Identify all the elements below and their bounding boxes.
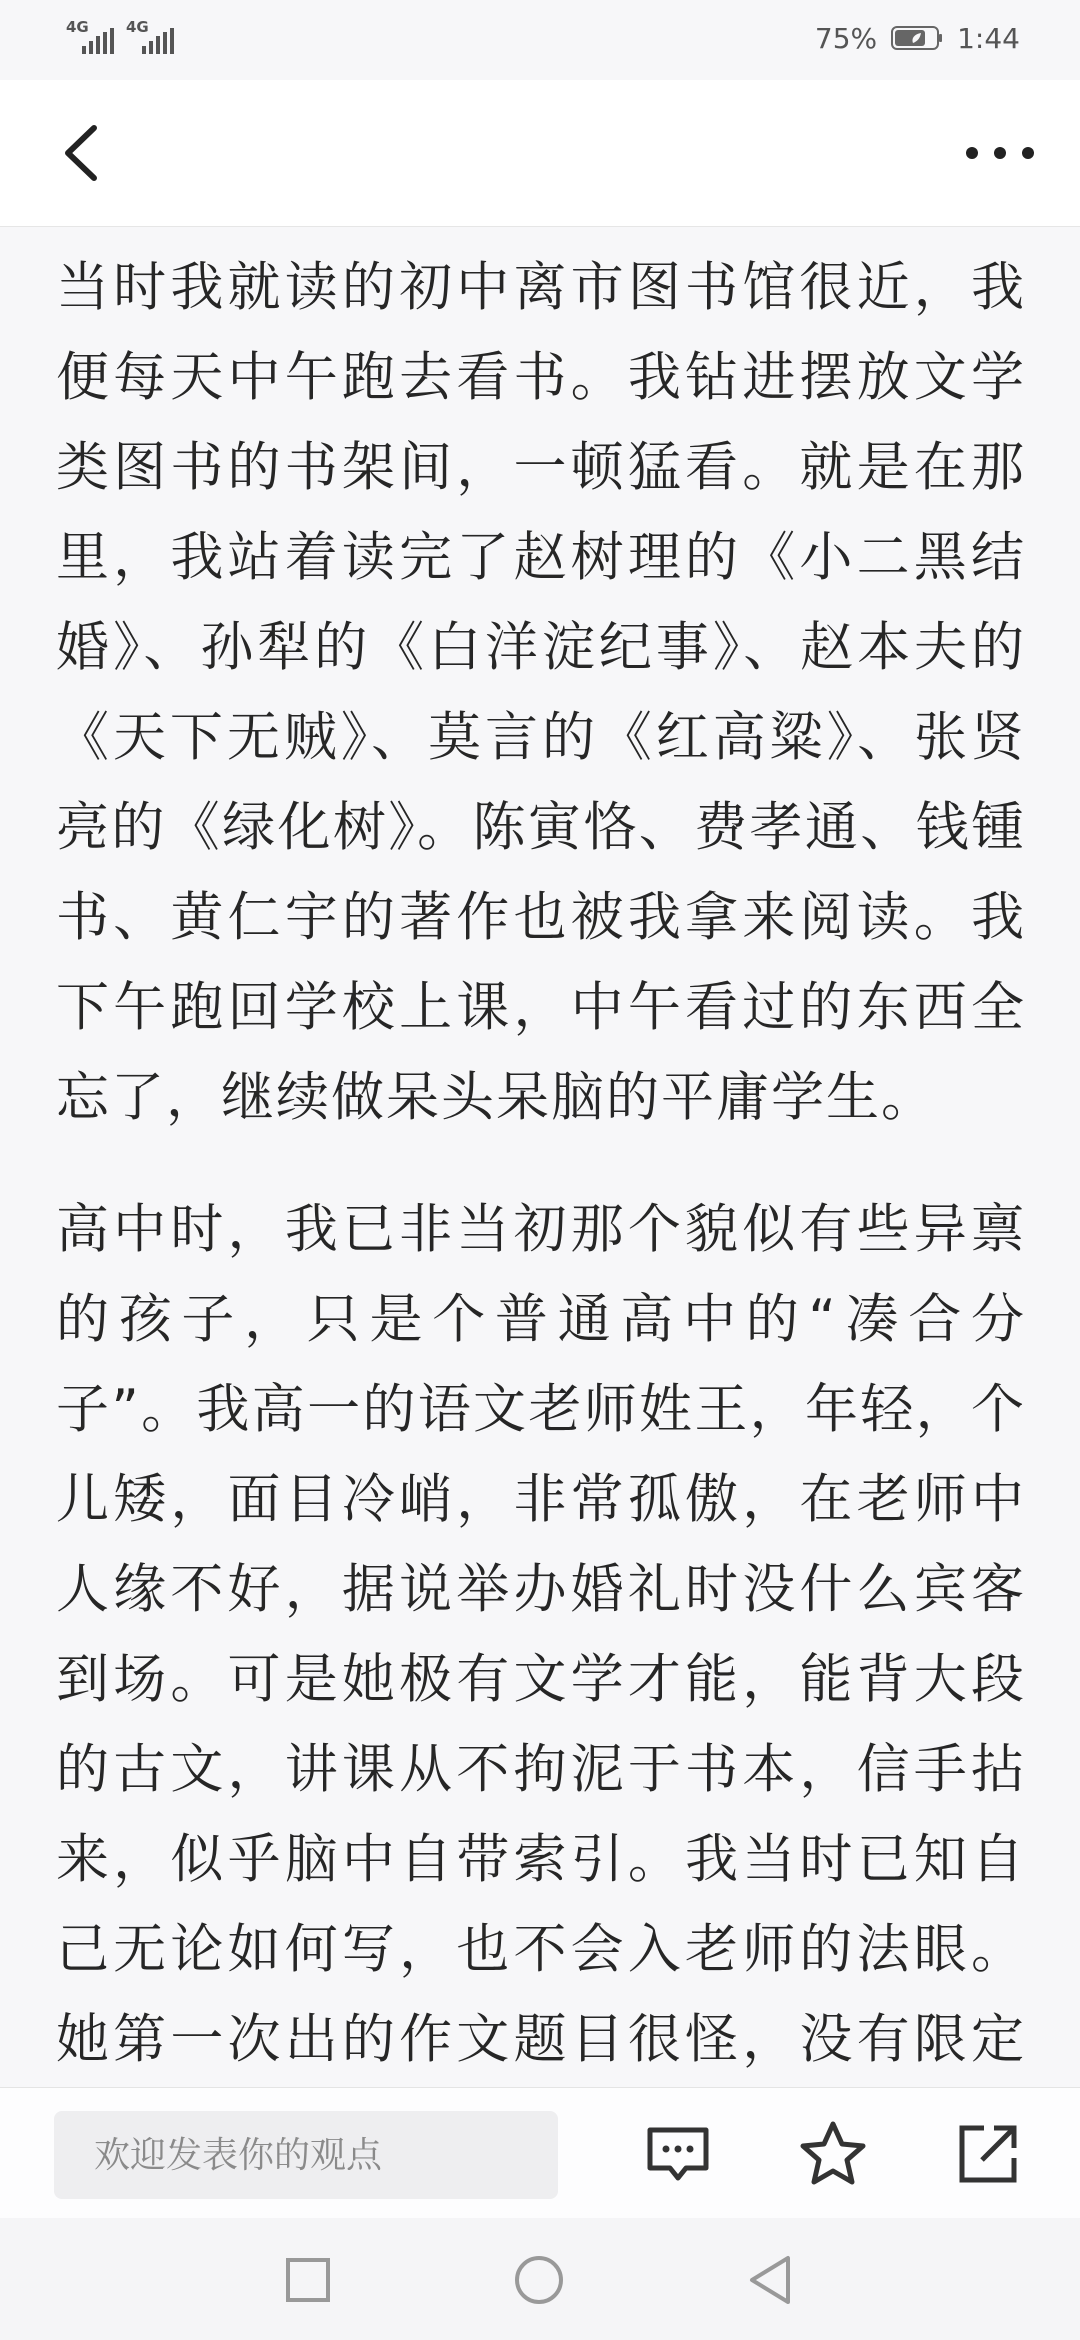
- signal-2-label: 4G: [126, 18, 149, 36]
- comment-input[interactable]: [54, 2111, 558, 2199]
- recents-button[interactable]: [278, 2250, 338, 2310]
- system-back-button[interactable]: [740, 2250, 800, 2310]
- square-icon: [288, 2260, 328, 2300]
- signal-bars-icon: [82, 28, 116, 54]
- comment-bar: [0, 2087, 1080, 2218]
- article-paragraph: 当时我就读的初中离市图书馆很近，我便每天中午跑去看书。我钻进摆放文学类图书的书架间，一顿猛看。就是在那里，我站着读完了赵树理的《小二黑结婚》、孙犁的《白洋淀纪事》、赵本夫的《天下无贼》、莫言的《红高粱》、张贤亮的《绿化树》。陈寅恪、费孝通、钱锺书、黄仁宇的著作也被我拿来阅读。我下午跑回学校上课，中午看过的东西全忘了，继续做呆头呆脑的平庸学生。: [56, 257, 1026, 1128]
- more-horizontal-icon: [966, 147, 1034, 159]
- clock: 1:44: [957, 21, 1020, 55]
- back-button[interactable]: [50, 118, 120, 188]
- share-external-icon: [962, 2128, 1014, 2180]
- battery-icon: [891, 26, 943, 50]
- signal-1: [66, 20, 122, 54]
- signal-1-label: 4G: [66, 18, 89, 36]
- system-navigation-bar: [0, 2218, 1080, 2340]
- favorite-button[interactable]: [797, 2118, 869, 2190]
- status-bar: [0, 0, 1080, 80]
- triangle-back-icon: [752, 2258, 788, 2302]
- star-icon: [803, 2124, 863, 2182]
- circle-icon: [517, 2258, 561, 2302]
- signal-bars-icon: [142, 28, 176, 54]
- comments-button[interactable]: [642, 2118, 714, 2190]
- status-right: [815, 18, 1020, 58]
- comment-dots-icon: [650, 2130, 706, 2178]
- top-app-bar: [0, 80, 1080, 227]
- article-body[interactable]: [0, 227, 1080, 2087]
- battery-percent: 75%: [814, 21, 878, 55]
- signal-2: [126, 20, 182, 54]
- article-paragraph: 高中时，我已非当初那个貌似有些异禀的孩子，只是个普通高中的“凑合分子”。我高一的语文老师姓王，年轻，个儿矮，面目冷峭，非常孤傲，在老师中人缘不好，据说举办婚礼时没什么宾客到场。可是她极有文学才能，能背大段的古文，讲课从不拘泥于书本，信手拈来，似乎脑中自带索引。我当时已知自己无论如何写，也不会入老师的法眼。她第一次出的作文题目很怪，没有限定: [56, 1199, 1026, 2070]
- more-options-button[interactable]: [960, 118, 1040, 188]
- share-button[interactable]: [952, 2118, 1024, 2190]
- chevron-left-icon: [68, 128, 94, 178]
- home-button[interactable]: [509, 2250, 569, 2310]
